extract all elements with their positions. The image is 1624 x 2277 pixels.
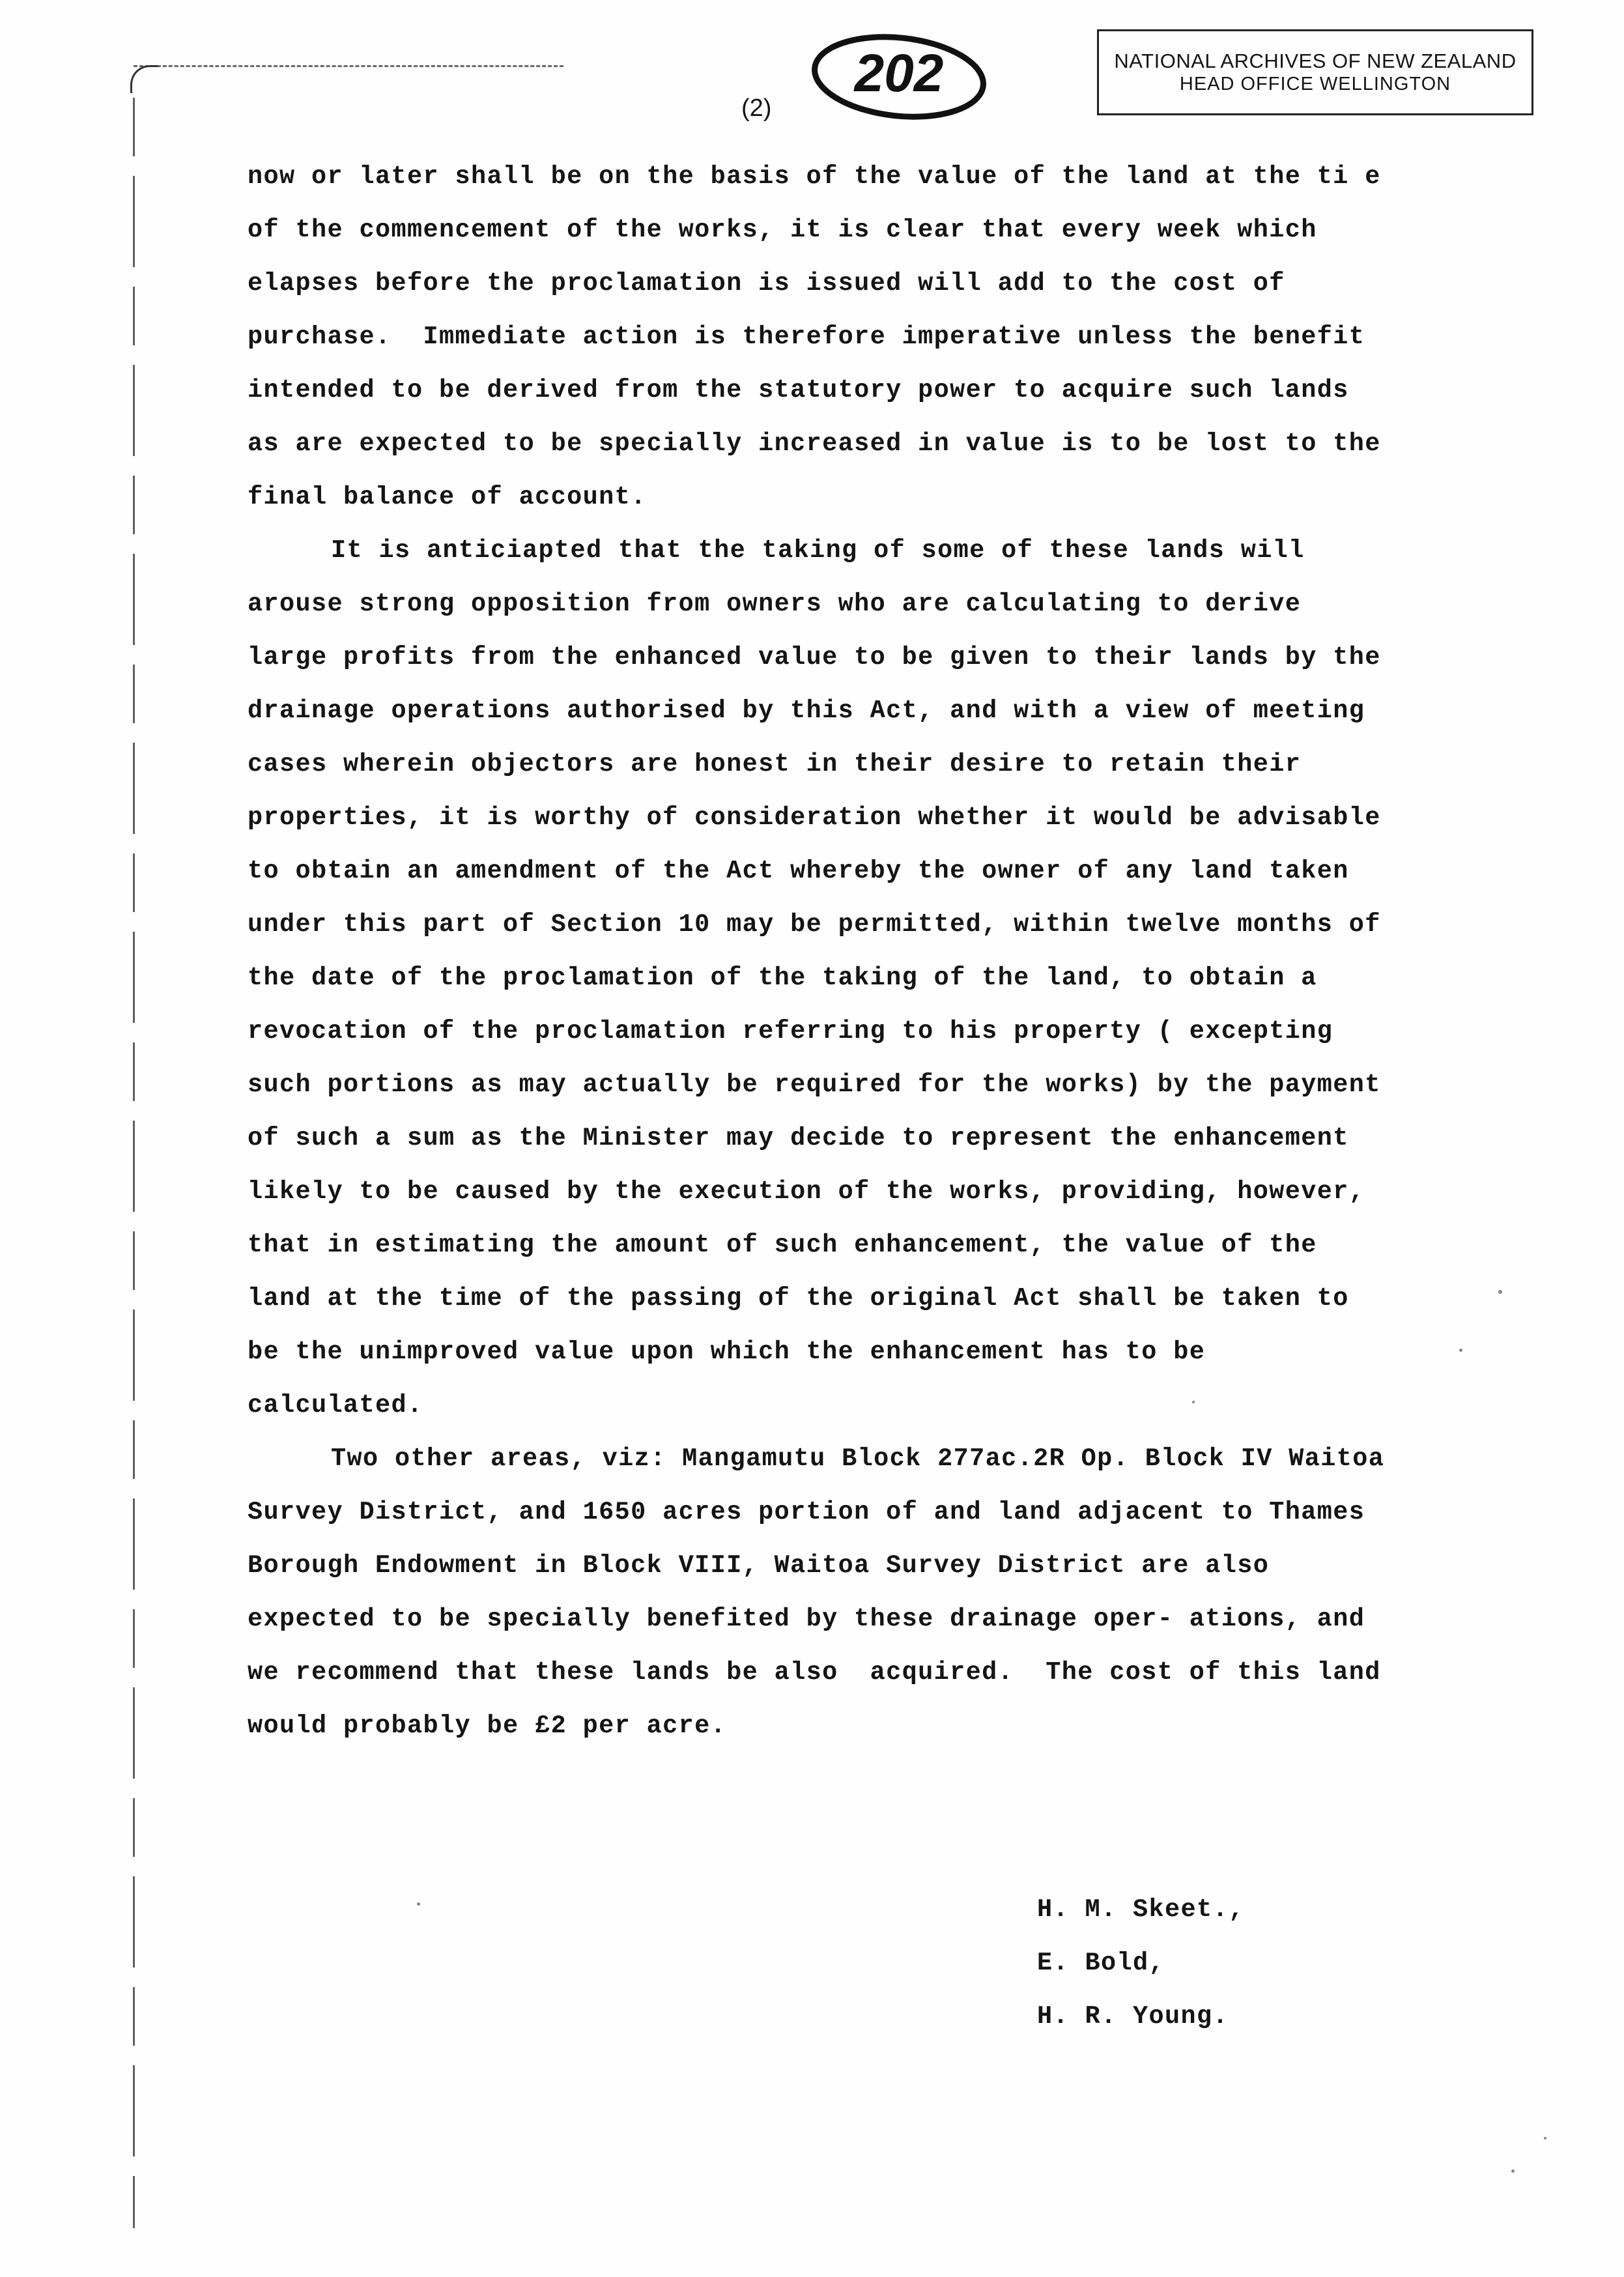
left-margin-line — [133, 98, 135, 2228]
letter-body — [248, 150, 1401, 1753]
archives-stamp — [1097, 29, 1533, 115]
scan-speck — [1459, 1349, 1462, 1352]
archives-stamp-line2: HEAD OFFICE WELLINGTON — [1179, 74, 1451, 94]
folio-number: 202 — [854, 44, 944, 103]
page-number: (2) — [741, 94, 772, 122]
paragraph-3: Two other areas, viz: Mangamutu Block 277ac.2R Op. Block IV Waitoa Survey District, and 1650 acres portion of and land adjacent to Thames Borough Endowment in Block VIII, Waitoa Survey District are also expected to be specially benefited by these drainage oper- ations, and we recommend that these lands be also acquired. The cost of this land would probably be £2 per acre. — [248, 1444, 1401, 1740]
scan-speck — [1511, 2170, 1515, 2173]
signature-young: H. R. Young. — [1037, 2002, 1229, 2031]
signature-bold: E. Bold, — [1037, 1949, 1165, 1977]
signature-block — [1037, 1883, 1245, 2043]
archives-stamp-line1: NATIONAL ARCHIVES OF NEW ZEALAND — [1114, 50, 1517, 72]
paragraph-1: now or later shall be on the basis of the value of the land at the ti e of the commencement of the works, it is clear that every week which elapses before the proclamation is issued will add to the cost of purchase. Immediate action is therefore imperative unless the benefit intended to be derived from the statutory power to acquire such lands as are expected to be specially increased in value is to be lost to the final balance of account. — [248, 162, 1397, 511]
paragraph-2: It is anticiapted that the taking of some of these lands will arouse strong opposition from owners who are calculating to derive large profits from the enhanced value to be given to their lands by the drainage operations authorised by this Act, and with a view of meeting cases wherein objectors are honest in their desire to retain their properties, it is worthy of consideration whether it would be advisable to obtain an amendment of the Act whereby the owner of any land taken under this part of Section 10 may be permitted, within twelve months of the date of the proclamation of the taking of the land, to obtain a revocation of the proclamation referring to his property ( excepting such portions as may actually be required for the works) by the payment of such a sum as the Minister may decide to represent the enhancement likely to be caused by the execution of the works, providing, however, that in estimating the amount of such enhancement, the value of the land at the time of the passing of the original Act shall be taken to be the unimproved value upon which the enhancement has to be calculated. — [248, 536, 1397, 1420]
scan-speck — [1498, 1290, 1502, 1294]
page-corner-mark — [130, 65, 158, 93]
circled-folio-icon — [801, 20, 995, 130]
signature-skeet: H. M. Skeet., — [1037, 1895, 1245, 1924]
scan-speck — [1544, 2137, 1546, 2140]
scan-speck — [417, 1902, 420, 1906]
top-ruled-line — [134, 65, 563, 67]
scan-speck — [1192, 1401, 1195, 1403]
folio-number-stamp — [801, 20, 995, 130]
